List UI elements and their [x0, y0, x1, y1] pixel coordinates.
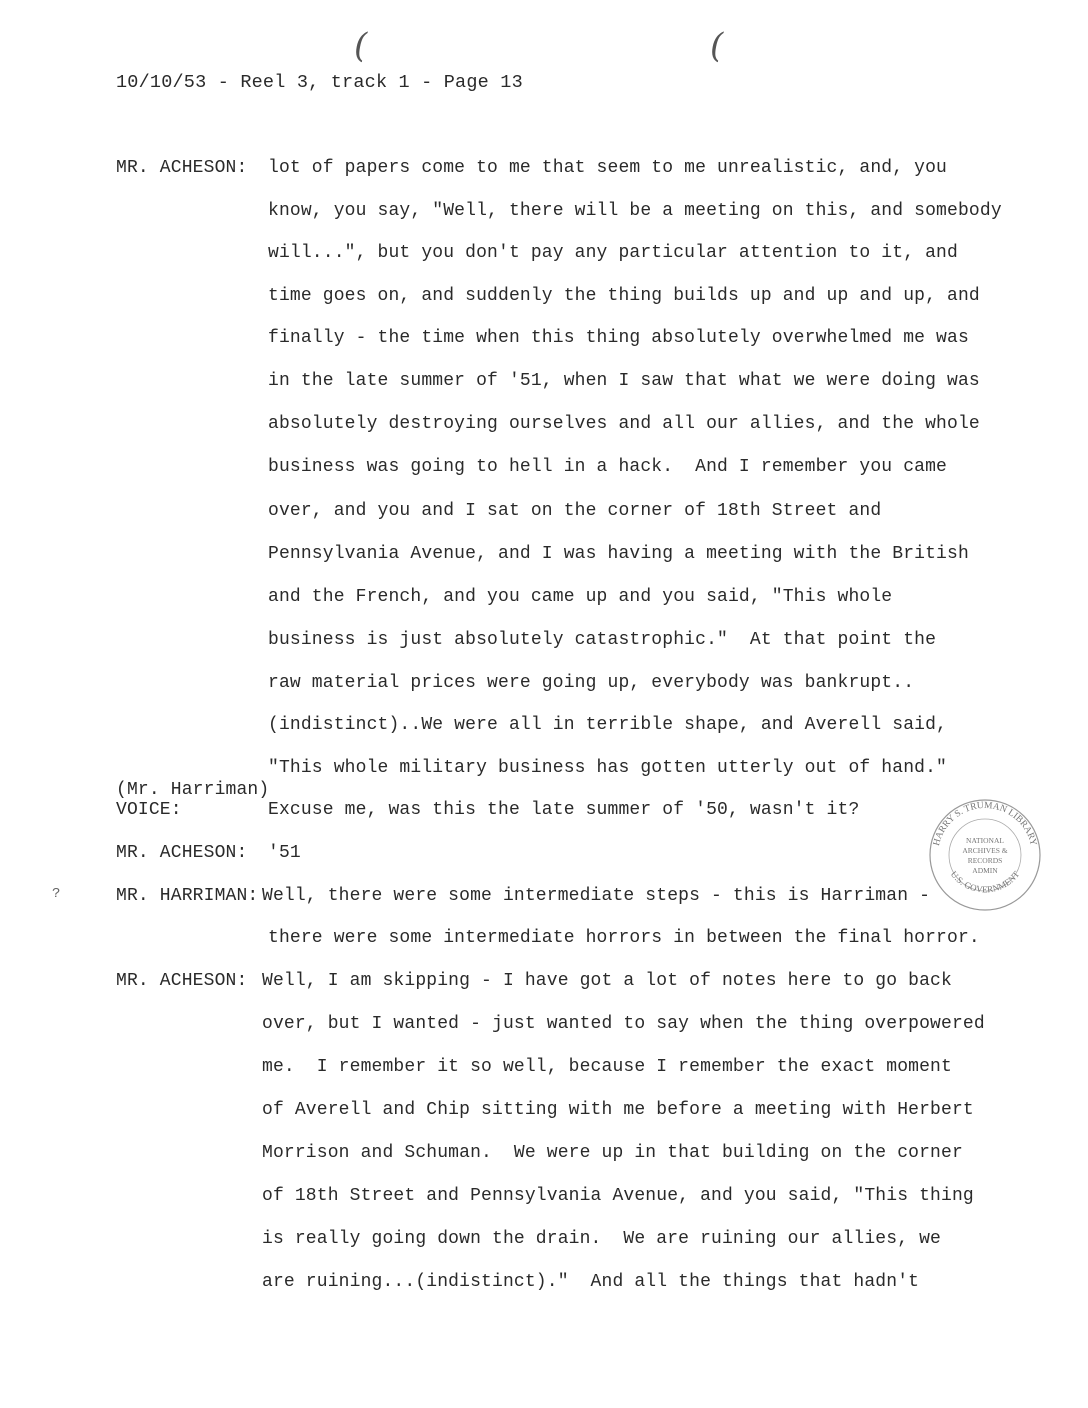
svg-text:ARCHIVES &: ARCHIVES & — [962, 846, 1008, 855]
archive-stamp-seal — [926, 796, 1044, 914]
transcript-line: is really going down the drain. We are ruining our allies, we — [262, 1229, 942, 1249]
transcript-line: raw material prices were going up, everybody was bankrupt.. — [268, 673, 915, 693]
transcript-line: '51 — [268, 843, 301, 863]
page-header: 10/10/53 - Reel 3, track 1 - Page 13 — [116, 72, 523, 93]
margin-question-mark: ? — [52, 886, 61, 902]
transcript-line: Pennsylvania Avenue, and I was having a meeting with the British — [268, 544, 969, 564]
transcript-line: (indistinct)..We were all in terrible shape, and Averell said, — [268, 715, 948, 735]
transcript-line: absolutely destroying ourselves and all our allies, and the whole — [268, 414, 980, 434]
speaker-voice: VOICE: — [116, 800, 182, 820]
transcript-line: and the French, and you came up and you said, "This whole — [268, 587, 893, 607]
speaker-acheson-2: MR. ACHESON: — [116, 843, 248, 863]
transcript-line: know, you say, "Well, there will be a meeting on this, and somebody — [268, 201, 1002, 221]
transcript-line: over, but I wanted - just wanted to say when the thing overpowered — [262, 1014, 985, 1034]
svg-text:HARRY S. TRUMAN LIBRARY: HARRY S. TRUMAN LIBRARY — [931, 800, 1039, 847]
transcript-line: Excuse me, was this the late summer of '50, wasn't it? — [268, 800, 860, 820]
transcript-line: are ruining...(indistinct)." And all the things that hadn't — [262, 1272, 920, 1292]
svg-text:RECORDS: RECORDS — [967, 856, 1003, 865]
svg-text:U.S. GOVERNMENT: U.S. GOVERNMENT — [948, 869, 1022, 895]
transcript-line: Well, there were some intermediate steps - this is Harriman - — [262, 886, 931, 906]
transcript-line: in the late summer of '51, when I saw that what we were doing was — [268, 371, 980, 391]
seal-icon — [926, 796, 1044, 914]
speaker-acheson-1: MR. ACHESON: — [116, 158, 248, 178]
transcript-line: will...", but you don't pay any particular attention to it, and — [268, 243, 958, 263]
hand-mark-paren-left: ( — [354, 26, 368, 66]
speaker-harriman: MR. HARRIMAN: — [116, 886, 259, 906]
transcript-line: of Averell and Chip sitting with me before a meeting with Herbert — [262, 1100, 974, 1120]
transcript-line: business was going to hell in a hack. And I remember you came — [268, 457, 948, 477]
transcript-line: Well, I am skipping - I have got a lot of notes here to go back — [262, 971, 952, 991]
transcript-line: over, and you and I sat on the corner of 18th Street and — [268, 501, 882, 521]
speaker-acheson-3: MR. ACHESON: — [116, 971, 248, 991]
transcript-line: business is just absolutely catastrophic." At that point the — [268, 630, 937, 650]
transcript-line: Morrison and Schuman. We were up in that building on the corner — [262, 1143, 963, 1163]
transcript-line: of 18th Street and Pennsylvania Avenue, and you said, "This thing — [262, 1186, 974, 1206]
transcript-line: there were some intermediate horrors in between the final horror. — [268, 928, 980, 948]
transcript-line: "This whole military business has gotten utterly out of hand." — [268, 758, 948, 778]
transcript-line: me. I remember it so well, because I remember the exact moment — [262, 1057, 952, 1077]
hand-mark-paren-right: ( — [710, 26, 724, 66]
transcript-line: finally - the time when this thing absolutely overwhelmed me was — [268, 328, 969, 348]
speaker-attribution: (Mr. Harriman) — [116, 780, 270, 800]
transcript-line: lot of papers come to me that seem to me unrealistic, and, you — [268, 158, 948, 178]
svg-text:NATIONAL: NATIONAL — [966, 836, 1004, 845]
transcript-line: time goes on, and suddenly the thing builds up and up and up, and — [268, 286, 980, 306]
svg-text:ADMIN: ADMIN — [972, 866, 998, 875]
